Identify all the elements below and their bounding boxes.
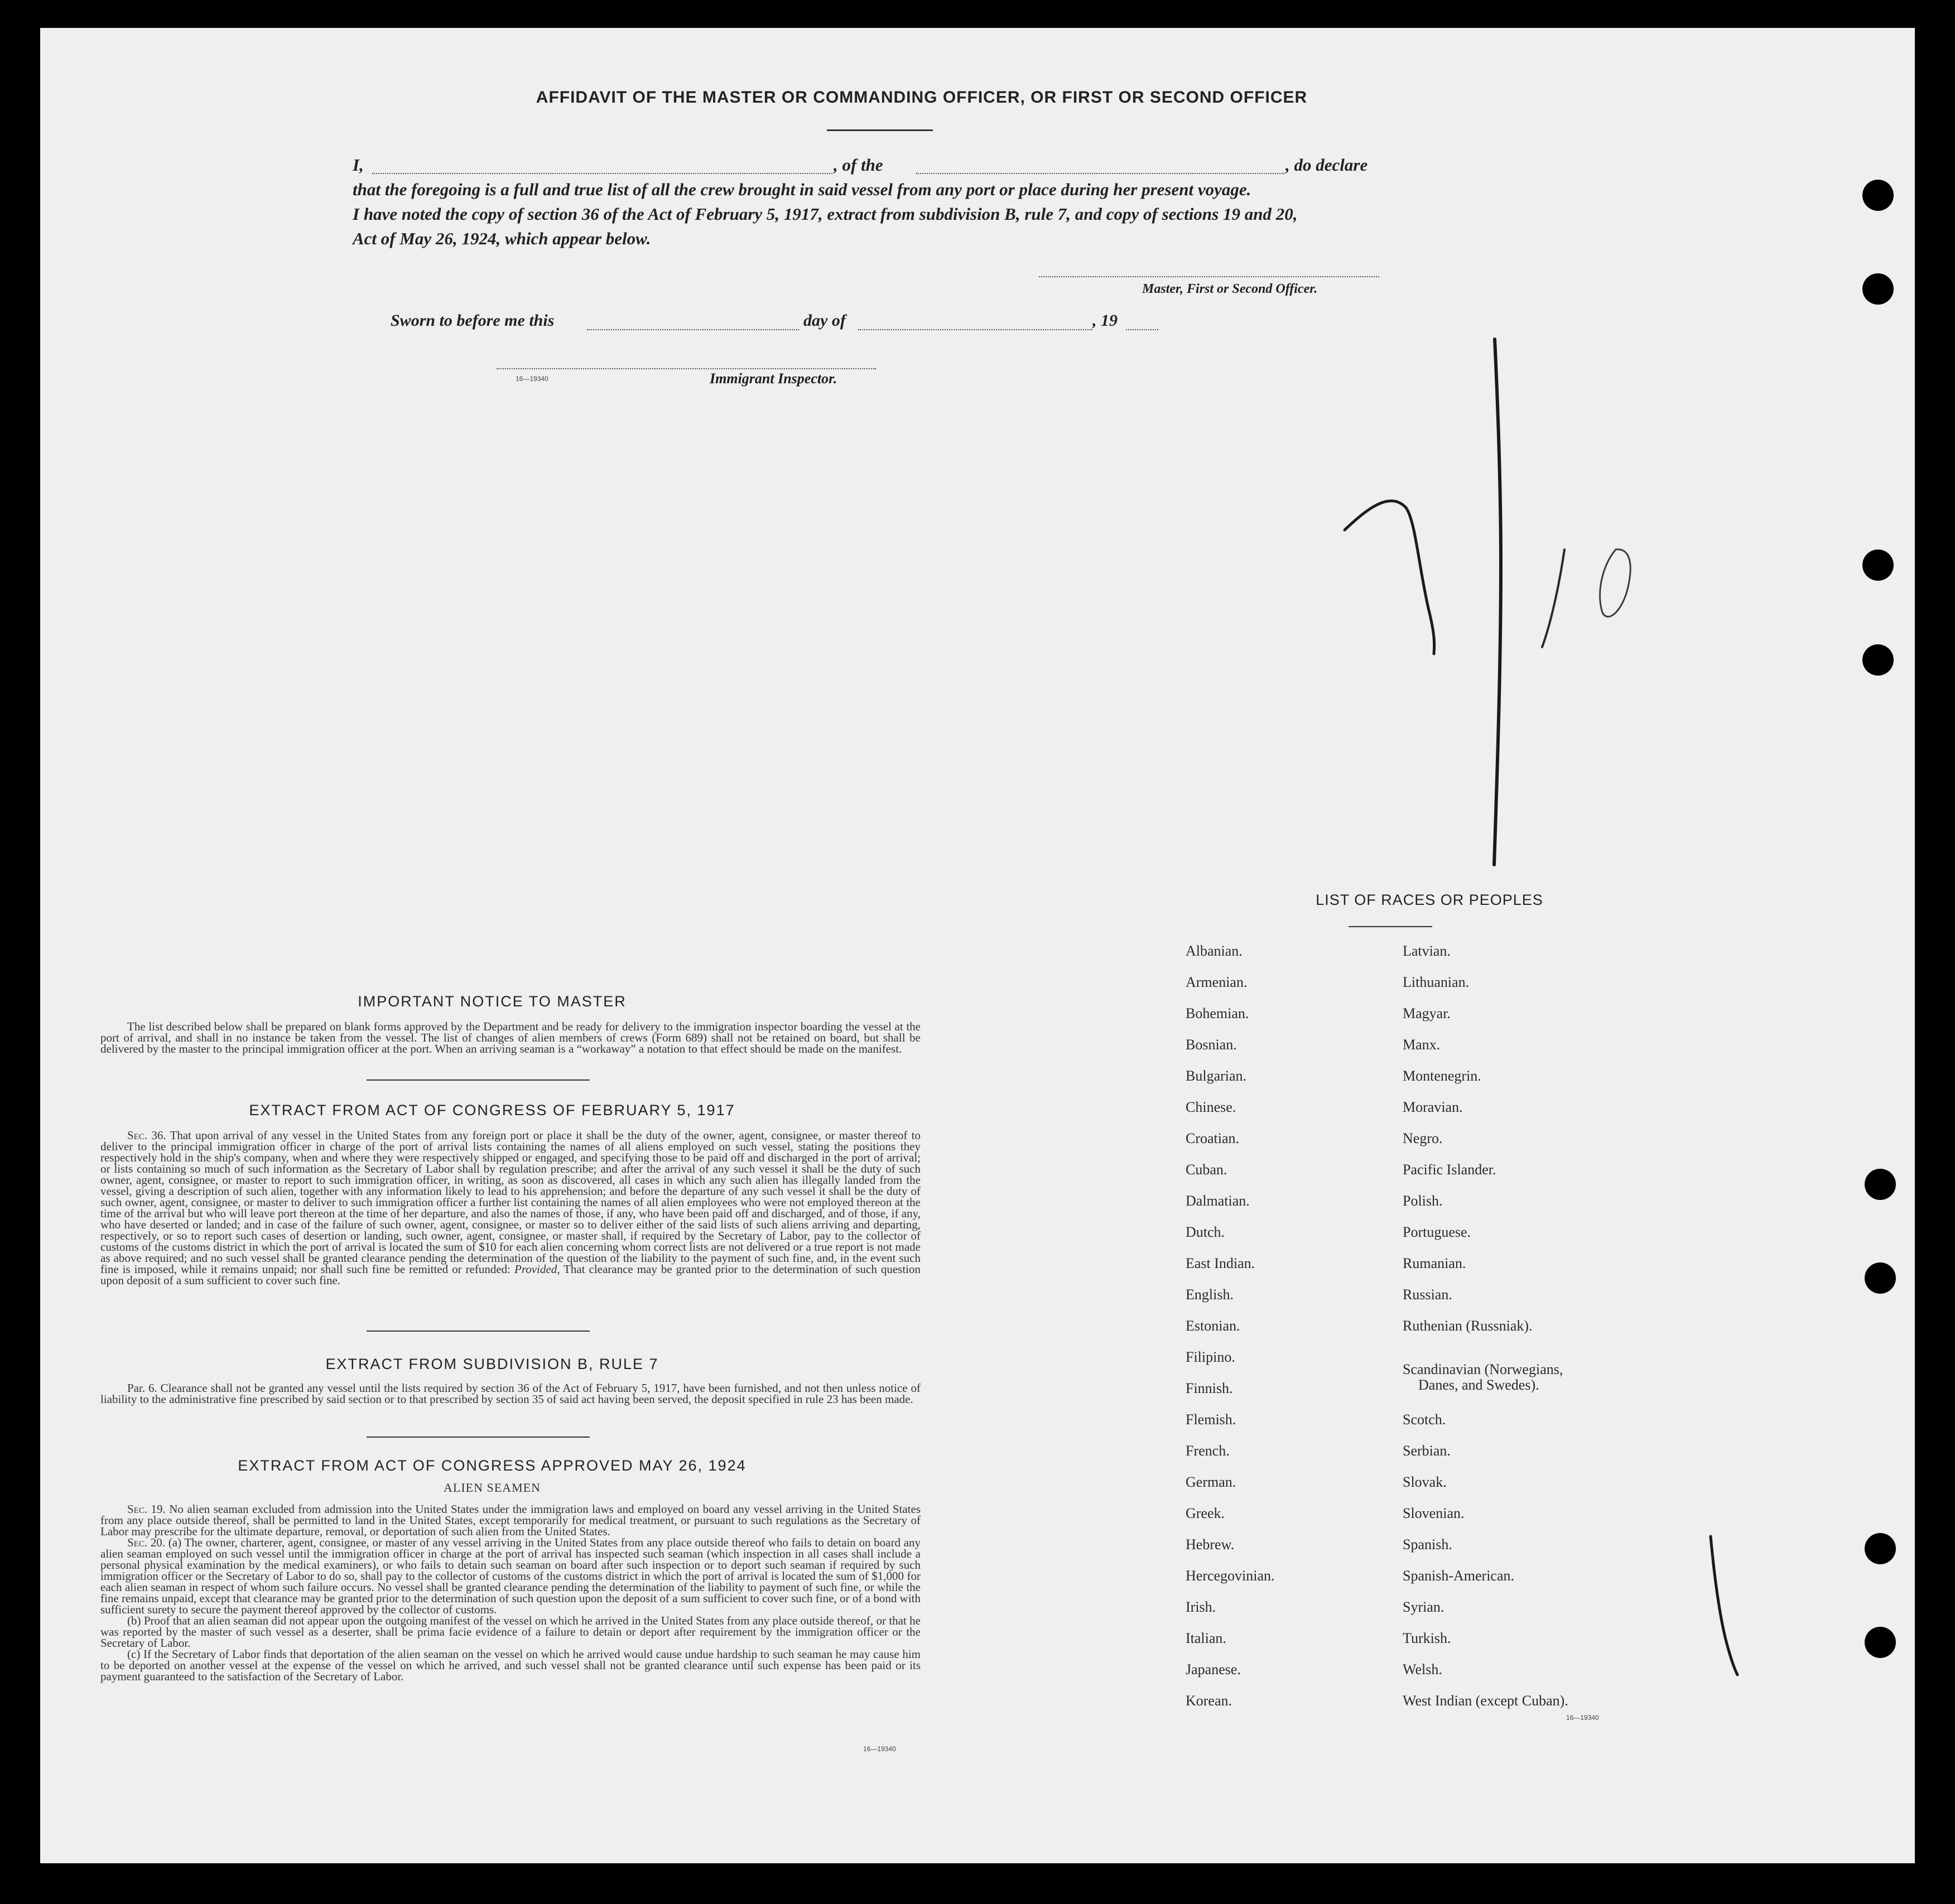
race-item: Portuguese.: [1403, 1224, 1471, 1240]
notice-body: The list described below shall be prepared on blank forms approved by the Department and be ready for delivery to the immigration inspector boarding the vessel at the port of arrival, and shall in no instance be taken from the vessel. The list of changes of alien members of crews (Form 689) shall not be retained on board, but shall be delivered by the master to the principal immigration officer at the port. When an arriving seaman is a “workaway” a notation to that effect should be made on the manifest.: [100, 1020, 921, 1055]
punch-hole: [1862, 273, 1894, 305]
section-20a-paragraph: [100, 1537, 921, 1615]
race-item: Croatian.: [1186, 1130, 1240, 1146]
punch-hole: [1865, 1169, 1896, 1200]
subdivision-b-rule: [367, 1437, 590, 1438]
word-do-declare: , do declare: [1285, 155, 1368, 175]
race-item: French.: [1186, 1443, 1230, 1459]
sworn-day-blank: [587, 317, 799, 330]
race-item: Serbian.: [1403, 1443, 1451, 1459]
race-item: Moravian.: [1403, 1099, 1463, 1115]
race-item: Slovak.: [1403, 1474, 1447, 1490]
races-form-number: 16—19340: [1566, 1714, 1599, 1722]
race-item: Syrian.: [1403, 1599, 1444, 1615]
sworn-year-blank: [1126, 317, 1158, 330]
alien-seamen-subtitle: ALIEN SEAMEN: [444, 1481, 541, 1495]
section-20b-paragraph: (b) Proof that an alien seaman did not appear upon the outgoing manifest of the vessel on which he arrived in the United States from any place outside thereof, or that he was reported by the master of such vessel as a deserter, shall be prima facie evidence of a failure to detain or deport after requirement by the immigration officer or the Secretary of Labor.: [100, 1614, 921, 1650]
extract-1917-rule: [367, 1331, 590, 1332]
proviso-word: Provided,: [514, 1262, 560, 1276]
race-item: German.: [1186, 1474, 1236, 1490]
race-item: Cuban.: [1186, 1161, 1227, 1178]
subdivision-b-title: EXTRACT FROM SUBDIVISION B, RULE 7: [325, 1356, 659, 1372]
race-item: Welsh.: [1403, 1661, 1442, 1678]
race-item: Spanish-American.: [1403, 1568, 1515, 1584]
master-signature-line: [1039, 265, 1379, 277]
word-day-of: day of: [803, 311, 846, 330]
race-item: Montenegrin.: [1403, 1068, 1481, 1084]
race-item: Lithuanian.: [1403, 974, 1470, 990]
section-36-label: Sec. 36.: [127, 1129, 166, 1142]
punch-hole: [1865, 1262, 1896, 1294]
race-item: Filipino.: [1186, 1349, 1235, 1365]
name-blank: [372, 161, 832, 174]
extract-1924-title: EXTRACT FROM ACT OF CONGRESS APPROVED MAY 26, 1924: [238, 1457, 747, 1474]
race-item: Hebrew.: [1186, 1536, 1235, 1553]
affidavit-title: AFFIDAVIT OF THE MASTER OR COMMANDING OFFICER, OR FIRST OR SECOND OFFICER: [536, 88, 1308, 107]
notice-title: IMPORTANT NOTICE TO MASTER: [358, 993, 627, 1010]
race-item: Latvian.: [1403, 943, 1451, 959]
word-of-the: , of the: [834, 155, 883, 175]
race-item: Manx.: [1403, 1037, 1441, 1053]
sworn-line: [391, 311, 1227, 334]
extract-1924-body: [100, 1503, 921, 1682]
race-item: Japanese.: [1186, 1661, 1241, 1678]
race-item: Italian.: [1186, 1630, 1226, 1646]
race-item: Negro.: [1403, 1130, 1443, 1146]
extract-1917-body: [100, 1130, 921, 1286]
inspector-caption: Immigrant Inspector.: [710, 370, 837, 387]
inspector-signature-line: [497, 357, 876, 369]
subdivision-b-body: Par. 6. Clearance shall not be granted any vessel until the lists required by section 36 of the Act of February 5, 1917, have been furnished, and not then unless notice of liability to the administrative fine prescribed by said section or to that prescribed by section 35 of said act having been served, the deposit specified in rule 23 has been made.: [100, 1381, 921, 1406]
section-19-text: No alien seaman excluded from admission into the United States under the immigration laws and employed on board any vessel arriving in the United States from any place outside thereof, shall be permitted to land in the United States, except temporarily for medical treatment, or pursuant to such regulations as the Secretary of Labor may prescribe for the ultimate departure, removal, or deportation of such alien from the United States.: [100, 1502, 921, 1538]
race-item: Rumanian.: [1403, 1255, 1466, 1271]
race-item: Finnish.: [1186, 1380, 1233, 1396]
affidavit-line-1: [353, 155, 1468, 177]
race-item: Magyar.: [1403, 1005, 1451, 1021]
section-20-label: Sec. 20.: [127, 1536, 166, 1549]
race-item: Dutch.: [1186, 1224, 1225, 1240]
race-item: West Indian (except Cuban).: [1403, 1693, 1568, 1709]
race-item: Irish.: [1186, 1599, 1216, 1615]
race-item: Estonian.: [1186, 1318, 1240, 1334]
race-item: Bulgarian.: [1186, 1068, 1247, 1084]
section-20c-paragraph: (c) If the Secretary of Labor finds that deportation of the alien seaman on the vessel on which he arrived would cause undue hardship to such seaman he may cause him to be deported on another vessel at the expense of the vessel on which he arrived, and such vessel shall not be granted clearance until such expense has been paid or its payment guaranteed to the satisfaction of the Secretary of Labor.: [100, 1647, 921, 1683]
section-36-text: That upon arrival of any vessel in the United States from any foreign port or place it shall be the duty of the owner, agent, consignee, or master thereof to deliver to the principal immigration officer in charge of the port of arrival lists containing the names of all aliens employed on such vessel, stating the positions they respectively hold in the ship's company, when and where they were respectively shipped or engaged, and specifying those to be paid off and discharged in the port of arrival; or lists containing so much of such information as the Secretary of Labor shall by regulation prescribe; and after the arrival of any such vessel it shall be the duty of such owner, agent, consignee, or master to report to such immigration officer, in writing, as soon as discovered, all cases in which any such alien has illegally landed from the vessel, giving a description of such alien, together with any information likely to lead to his apprehension; and before the departure of any such vessel it shall be the duty of such owner, agent, consignee, or master to deliver to such immigration officer a further list containing the names of all alien employees who were not employed thereon at the time of the arrival but who will leave port thereon at the time of her departure, and also the names of those, if any, who have been paid off and discharged, and of those, if any, who have deserted or landed; and in case of the failure of such owner, agent, consignee, or master so to deliver either of the said lists of such aliens arriving and departing, respectively, or so to report such cases of desertion or landing, such owner, agent, consignee, or master shall, if required by the Secretary of Labor, pay to the collector of customs of the customs district in which the port of arrival is located the sum of $10 for each alien concerning whom correct lists are not delivered or a true report is not made as above required; and no such vessel shall be granted clearance pending the determination of the question of the liability to the payment of such fine, and, in the event such fine is imposed, while it remains unpaid; nor shall such fine be remitted or refunded:: [100, 1129, 921, 1276]
race-item: Scandinavian (Norwegians,: [1403, 1361, 1563, 1377]
race-item: Armenian.: [1186, 974, 1248, 990]
handwritten-tick-mark: [1703, 1529, 1747, 1696]
race-item: Slovenian.: [1403, 1505, 1465, 1521]
race-item: Pacific Islander.: [1403, 1161, 1496, 1178]
race-item: Scotch.: [1403, 1411, 1446, 1428]
races-title-rule: [1349, 926, 1432, 927]
race-item: Turkish.: [1403, 1630, 1451, 1646]
word-i: I,: [353, 155, 364, 175]
extract-1917-title: EXTRACT FROM ACT OF CONGRESS OF FEBRUARY 5, 1917: [249, 1102, 735, 1119]
race-item: Korean.: [1186, 1693, 1232, 1709]
word-19: , 19: [1092, 311, 1118, 330]
extract-1924-form-number: 16—19340: [863, 1745, 896, 1753]
master-signature-caption: Master, First or Second Officer.: [1142, 282, 1318, 296]
section-20a-text: (a) The owner, charterer, agent, consignee, or master of any vessel arriving in the United States from any place outside thereof who fails to detain on board any alien seaman employed on such vessel until the immigration officer in charge at the port of arrival has inspected such seaman (which inspection in all cases shall include a personal physical examination by the medical examiners), or who fails to detain such seaman on board after such inspection or to deport such seaman if required by such immigration officer or the Secretary of Labor to do so, shall pay to the collector of customs of the customs district in which the port of arrival is located the sum of $1,000 for each alien seaman in respect of whom such failure occurs. No vessel shall be granted clearance pending the determination of the liability to payment of such fine, or while the fine remains unpaid, except that clearance may be granted prior to the determination of such question upon the deposit of a sum sufficient to cover such fine, or of a bond with sufficient surety to secure the payment thereof approved by the collector of customs.: [100, 1536, 921, 1616]
race-item: English.: [1186, 1286, 1234, 1303]
race-item: Russian.: [1403, 1286, 1452, 1303]
punch-hole: [1862, 180, 1894, 211]
race-item: Polish.: [1403, 1193, 1443, 1209]
race-item: Ruthenian (Russniak).: [1403, 1318, 1533, 1334]
affidavit-line-4: Act of May 26, 1924, which appear below.: [353, 229, 651, 248]
sworn-month-blank: [858, 317, 1092, 330]
notice-rule: [367, 1079, 590, 1081]
section-36-tail: That clearance may be granted prior to the determination of such question upon deposit of a sum sufficient to cover such fine.: [100, 1262, 921, 1287]
race-item: Hercegovinian.: [1186, 1568, 1275, 1584]
affidavit-line-3: I have noted the copy of section 36 of the Act of February 5, 1917, extract from subdivision B, rule 7, and copy of sections 19 and 20,: [353, 204, 1298, 224]
race-item: Spanish.: [1403, 1536, 1452, 1553]
race-item: Chinese.: [1186, 1099, 1236, 1115]
race-item: East Indian.: [1186, 1255, 1255, 1271]
race-item: Greek.: [1186, 1505, 1225, 1521]
races-title: LIST OF RACES OR PEOPLES: [1316, 891, 1543, 908]
word-sworn: Sworn to before me this: [391, 311, 555, 330]
punch-hole: [1862, 549, 1894, 581]
affidavit-line-2: that the foregoing is a full and true list of all the crew brought in said vessel from any port or place during her present voyage.: [353, 180, 1251, 199]
race-item: Albanian.: [1186, 943, 1243, 959]
race-item: Flemish.: [1186, 1411, 1236, 1428]
race-item: Bohemian.: [1186, 1005, 1249, 1021]
document-page: [40, 28, 1915, 1863]
race-item: Bosnian.: [1186, 1037, 1237, 1053]
punch-hole: [1862, 644, 1894, 676]
affidavit-title-rule: [827, 129, 933, 131]
vessel-blank: [916, 161, 1284, 174]
section-19-label: Sec. 19.: [127, 1502, 166, 1516]
race-item: Dalmatian.: [1186, 1193, 1250, 1209]
punch-hole: [1865, 1627, 1896, 1658]
handwritten-fraction-mark: [1323, 329, 1714, 887]
punch-hole: [1865, 1533, 1896, 1564]
race-item: Danes, and Swedes).: [1418, 1377, 1539, 1393]
affidavit-form-number: 16—19340: [516, 375, 548, 383]
section-19-paragraph: [100, 1503, 921, 1537]
